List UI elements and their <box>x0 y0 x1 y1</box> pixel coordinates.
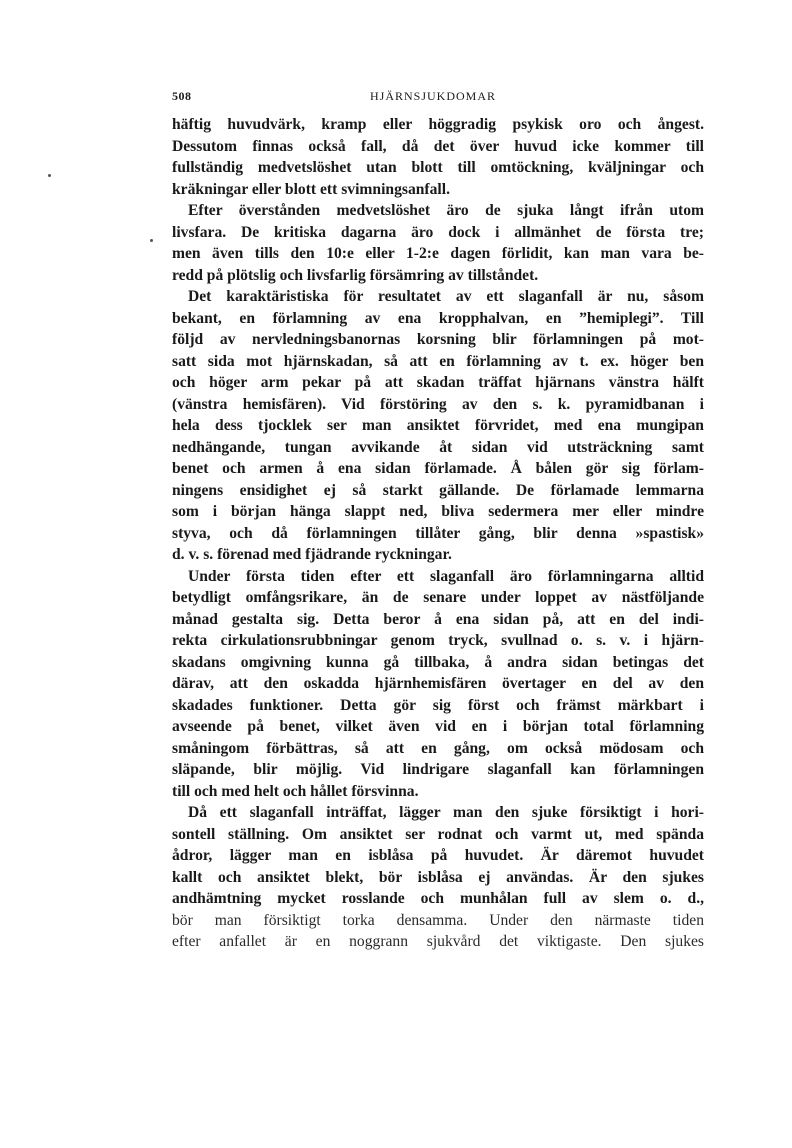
margin-speck <box>150 239 153 242</box>
text-line: Efter överstånden medvetslöshet äro de sjuka långt ifrån utom <box>188 202 704 219</box>
text-line: Under första tiden efter ett slaganfall äro förlamningarna alltid <box>188 567 704 585</box>
text-line: bör man försiktigt torka densamma. Under den närmaste tiden <box>172 911 704 929</box>
text-line: Då ett slaganfall inträffat, lägger man den sjuke försiktigt i hori- <box>188 804 704 821</box>
text-line: småningom förbättras, så att en gång, om också mödosam och <box>172 739 704 757</box>
text-line: därav, att den oskadda hjärnhemisfären övertager en del av den <box>172 675 704 692</box>
text-line: följd av nervledningsbanornas korsning blir förlamningen på mot- <box>172 331 704 348</box>
text-line: Dessutom finnas också fall, då det över huvud icke kommer till <box>172 137 704 155</box>
paragraph <box>172 566 704 803</box>
text-line: (vänstra hemisfären). Vid förstöring av den s. k. pyramidbanan i <box>172 395 704 413</box>
text-line: sontell ställning. Om ansiktet ser rodnat och varmt ut, med spända <box>172 825 704 843</box>
text-line: bekant, en förlamning av ena kropphalvan, en ”hemiplegi”. Till <box>172 309 704 327</box>
text-line: skadades funktioner. Detta gör sig först och främst märkbart i <box>172 696 704 714</box>
text-line: efter anfallet är en noggrann sjukvård det viktigaste. Den sjukes <box>172 933 704 950</box>
text-line: avseende på benet, vilket även vid en i början total förlamning <box>172 718 704 735</box>
text-line: andhämtning mycket rosslande och munhålan full av slem o. d., <box>172 890 704 907</box>
text-line: hela dess tjocklek ser man ansiktet förvridet, med ena mungipan <box>172 417 704 434</box>
text-line: men även tills den 10:e eller 1-2:e dagen förlidit, kan man vara be- <box>172 245 704 262</box>
text-line: d. v. s. förenad med fjädrande ryckningar. <box>172 546 452 563</box>
text-line: månad gestalta sig. Detta beror å ena sidan på, att en del indi- <box>172 610 704 628</box>
paragraph <box>172 286 704 566</box>
text-line: kräkningar eller blott ett svimningsanfall. <box>172 180 450 198</box>
text-line: benet och armen å ena sidan förlamade. Å bålen gör sig förlam- <box>172 460 704 477</box>
paragraph <box>172 802 704 953</box>
page-number: 508 <box>172 89 192 103</box>
text-line: betydligt omfångsrikare, än de senare under loppet av nästföljande <box>172 589 704 606</box>
text-line: kallt och ansiktet blekt, bör isblåsa ej användas. Är den sjukes <box>172 868 704 886</box>
text-line: nedhängande, tungan avvikande åt sidan vid utsträckning samt <box>172 438 704 456</box>
text-line: häftig huvudvärk, kramp eller höggradig psykisk oro och ångest. <box>172 116 704 133</box>
text-line: Det karaktäristiska för resultatet av ett slaganfall är nu, såsom <box>188 288 704 305</box>
text-line: släpande, blir möjlig. Vid lindrigare slaganfall kan förlamningen <box>172 761 704 778</box>
text-line: livsfara. De kritiska dagarna äro dock i allmänhet de första tre; <box>172 223 704 241</box>
text-line: redd på plötslig och livsfarlig försämring av tillståndet. <box>172 266 539 284</box>
text-line: och höger arm pekar på att skadan träffat hjärnans vänstra hälft <box>172 374 704 391</box>
running-head <box>172 89 712 107</box>
text-line: som i början hänga slappt ned, bliva sedermera mer eller mindre <box>172 503 704 520</box>
running-title: HJÄRNSJUKDOMAR <box>370 89 497 103</box>
text-line: till och med helt och hållet försvinna. <box>172 782 419 800</box>
margin-speck <box>48 174 51 177</box>
text-line: styva, och då förlamningen tillåter gång, blir denna »spastisk» <box>172 524 704 542</box>
text-line: skadans omgivning kunna gå tillbaka, å andra sidan betingas det <box>172 653 704 671</box>
body-text <box>172 114 704 953</box>
text-line: satt sida mot hjärnskadan, så att en förlamning av t. ex. höger ben <box>172 352 704 370</box>
paragraph <box>172 114 704 200</box>
text-line: fullständig medvetslöshet utan blott till omtöckning, kväljningar och <box>172 159 704 176</box>
text-line: ådror, lägger man en isblåsa på huvudet. Är däremot huvudet <box>172 847 704 864</box>
text-line: rekta cirkulationsrubbningar genom tryck, svullnad o. s. v. i hjärn- <box>172 632 704 649</box>
paragraph <box>172 200 704 286</box>
text-line: ningens ensidighet ej så starkt gällande. De förlamade lemmarna <box>172 481 704 499</box>
